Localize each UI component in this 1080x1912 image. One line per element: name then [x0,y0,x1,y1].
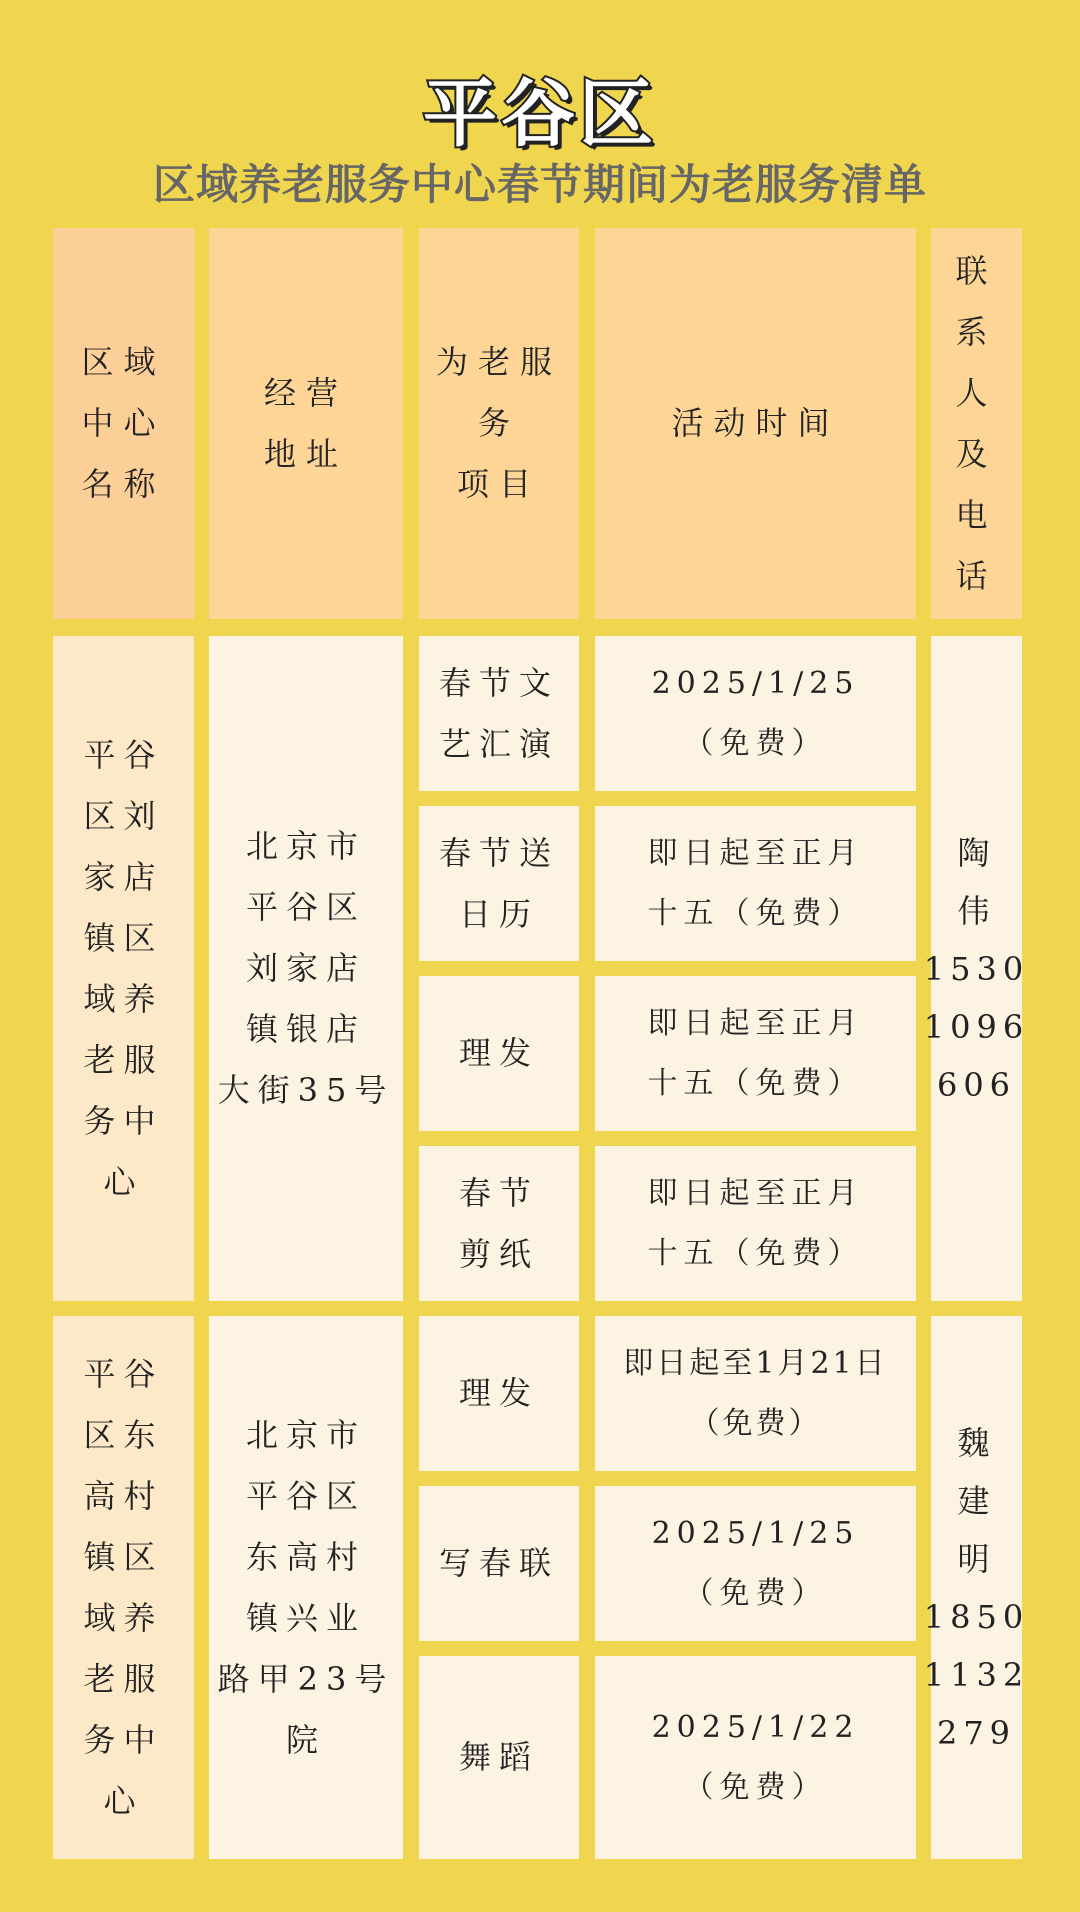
service-item-label: 写春联 [438,1544,559,1582]
service-item [419,1486,579,1641]
service-item [419,1316,579,1471]
center-1-name-text: 平谷 区刘 家店 镇区 域养 老服 务中 心 [83,735,164,1201]
service-time-label: 2025/1/22 （免费） [651,1709,860,1805]
service-time-label: 即日起至1月21日 （免费） [623,1345,888,1441]
service-time-label: 即日起至正月 十五（免费） [647,1005,864,1101]
center-2-name-text: 平谷 区东 高村 镇区 域养 老服 务中 心 [83,1354,164,1820]
center-2-contact [923,1316,1030,1859]
service-time-label: 即日起至正月 十五（免费） [647,1175,864,1271]
service-time [595,1146,916,1301]
center-1-address-text: 北京市 平谷区 刘家店 镇银店 大街35号 [217,827,395,1109]
page-subtitle: 区域养老服务中心春节期间为老服务清单 [152,160,927,209]
service-item [419,636,579,791]
header-center-name-label: 区域 中心 名称 [81,343,166,503]
header-service [419,228,579,619]
center-1-address [209,636,403,1301]
header-center-name [53,228,194,619]
center-2-name [53,1316,194,1859]
service-item [419,1146,579,1301]
service-item [419,806,579,961]
service-item-label: 春节文 艺汇演 [438,663,559,763]
service-time-label: 即日起至正月 十五（免费） [647,835,864,931]
service-item-label: 理发 [458,1034,539,1072]
service-time [595,976,916,1131]
service-time-label: 2025/1/25 （免费） [651,1515,860,1611]
service-item-label: 理发 [458,1374,539,1412]
center-2-address [209,1316,403,1859]
service-item [419,976,579,1131]
service-item-label: 春节 剪纸 [458,1173,539,1273]
header-time-label: 活动时间 [671,404,840,442]
service-time [595,1486,916,1641]
header-address-label: 经营 地址 [263,373,348,473]
header-service-label: 为老服 务 项目 [435,343,562,503]
header-contact [931,228,1022,619]
center-1-contact-text: 陶 伟 1530 1096 606 [923,833,1030,1104]
service-time [595,1316,916,1471]
page-title: 平谷区 [423,71,657,157]
service-item [419,1656,579,1859]
service-item-label: 春节送 日历 [438,833,559,933]
service-time [595,636,916,791]
header-time [595,228,916,619]
center-1-contact [923,636,1030,1301]
center-2-contact-text: 魏 建 明 1850 1132 279 [923,1423,1030,1752]
header-contact-label: 联 系 人 及 电 话 [955,251,998,595]
service-time [595,806,916,961]
service-time-label: 2025/1/25 （免费） [651,665,860,761]
center-1-name [53,636,194,1301]
service-item-label: 舞蹈 [458,1738,539,1776]
center-2-address-text: 北京市 平谷区 东高村 镇兴业 路甲23号 院 [217,1415,395,1759]
service-time [595,1656,916,1859]
header-address [209,228,403,619]
